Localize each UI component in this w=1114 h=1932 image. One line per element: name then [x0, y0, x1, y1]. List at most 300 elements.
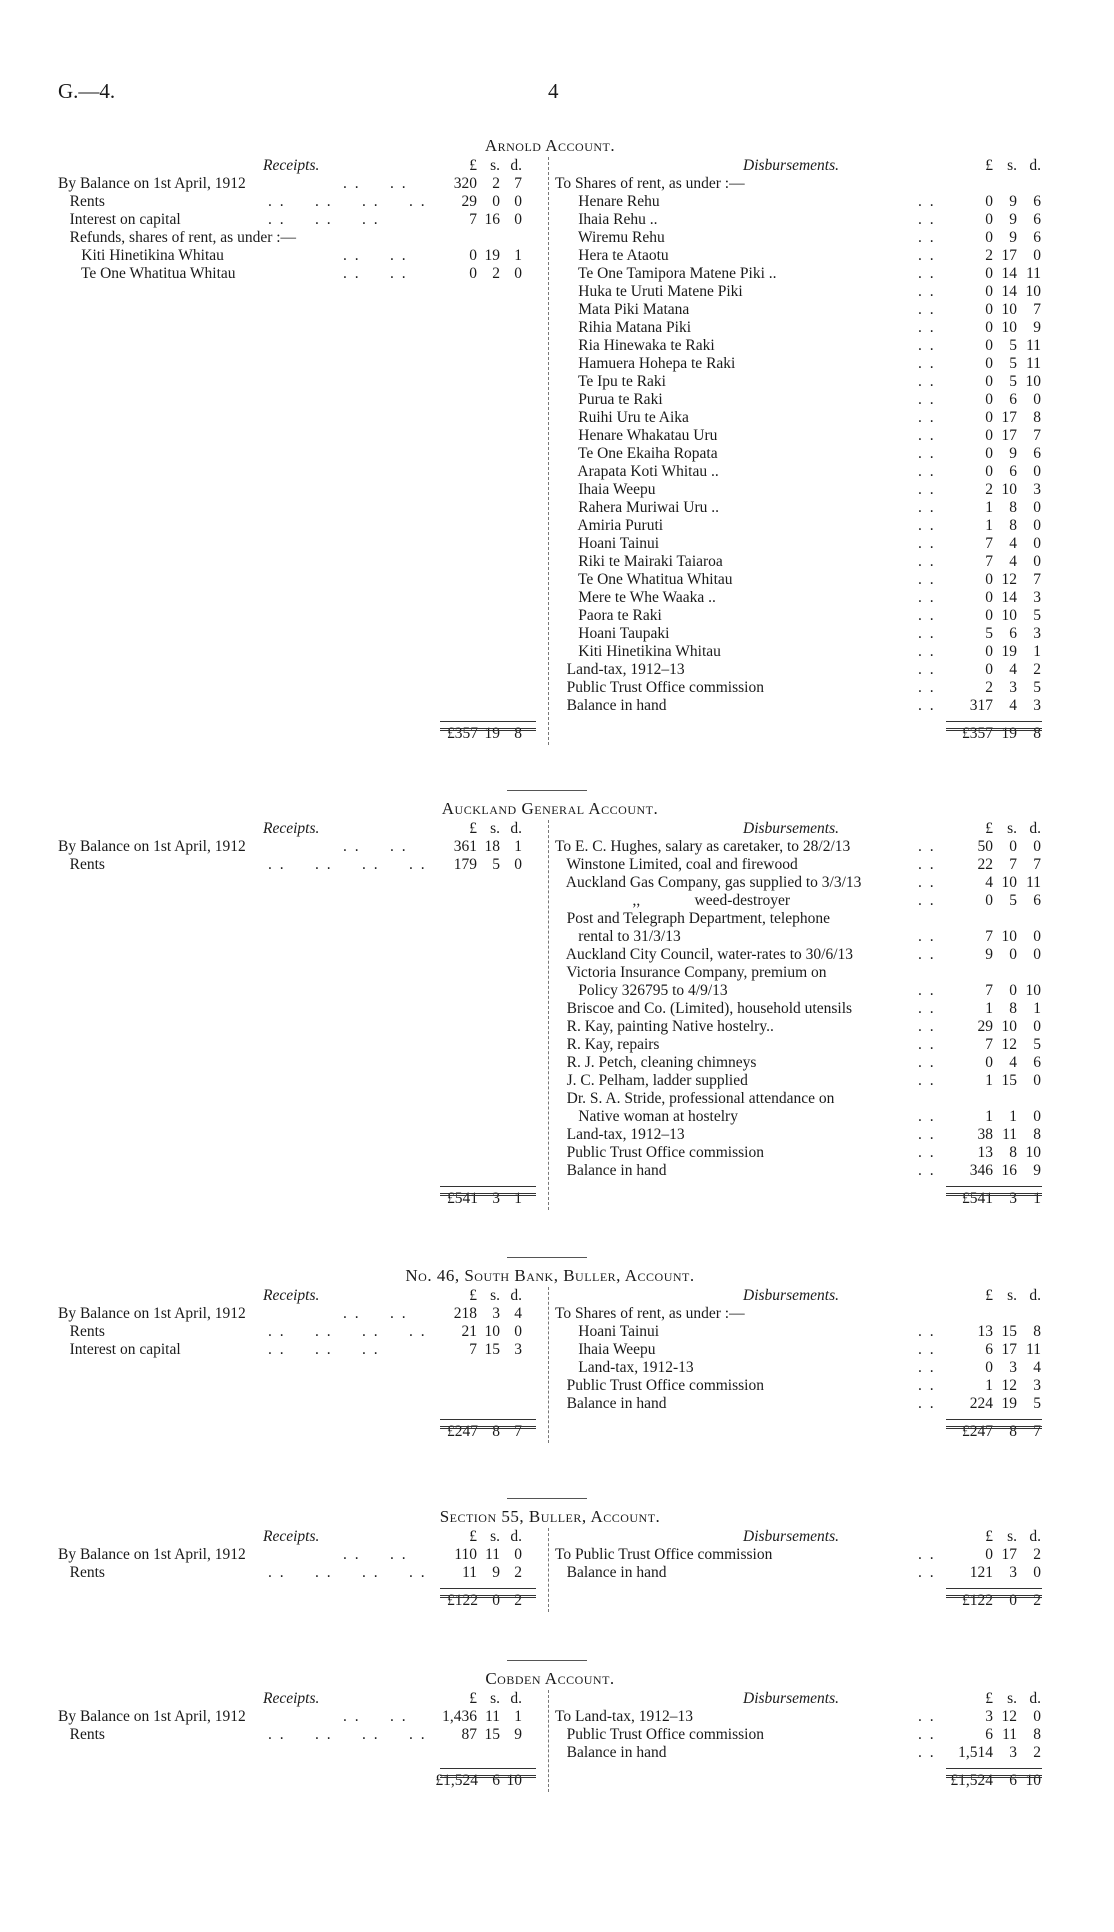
disbursement-item: Hoani Tainui — [555, 1323, 660, 1340]
receipt-pence: 0 — [514, 1546, 522, 1563]
disbursement-pence: 9 — [1033, 1162, 1041, 1179]
receipt-pounds: 7 — [469, 211, 477, 228]
table-row — [58, 1072, 1042, 1090]
receipt-item: By Balance on 1st April, 1912 — [58, 1546, 246, 1563]
table-row — [58, 445, 1042, 463]
disbursement-pence: 6 — [1033, 892, 1041, 909]
disbursements-total-pence: 7 — [1033, 1423, 1041, 1440]
leader-dots: . . — [918, 874, 936, 891]
disbursements-total-pounds: £357 — [962, 725, 993, 742]
table-row — [58, 409, 1042, 427]
table-row — [58, 337, 1042, 355]
receipt-item: Interest on capital — [58, 211, 181, 228]
receipts-total-pence: 2 — [514, 1592, 522, 1609]
table-row — [58, 1377, 1042, 1395]
table-row — [58, 1395, 1042, 1413]
leader-dots: . . — [918, 928, 936, 945]
disbursement-pounds: 121 — [969, 1564, 993, 1581]
receipt-item: By Balance on 1st April, 1912 — [58, 838, 246, 855]
disbursement-item: Huka te Uruti Matene Piki — [555, 283, 743, 300]
column-header-row — [58, 157, 1042, 175]
receipt-pence: 0 — [514, 265, 522, 282]
disbursement-pence: 11 — [1026, 355, 1041, 372]
leader-dots: . . — [918, 625, 936, 642]
totals-row — [58, 1413, 1042, 1443]
receipt-item: Rents — [58, 856, 105, 873]
disbursements-total-pence: 1 — [1033, 1190, 1041, 1207]
disbursement-pounds: 4 — [985, 874, 993, 891]
leader-dots: . . — [918, 571, 936, 588]
table-row — [58, 373, 1042, 391]
receipt-item: Te One Whatitua Whitau — [58, 265, 236, 282]
leader-dots: . . — [918, 1144, 936, 1161]
disbursement-pounds: 9 — [985, 946, 993, 963]
disbursements-pence-header: d. — [1029, 820, 1041, 837]
disbursement-pence: 8 — [1033, 1323, 1041, 1340]
column-header-row — [58, 820, 1042, 838]
disbursement-shillings: 4 — [1009, 535, 1017, 552]
leader-dots: . . — [918, 283, 936, 300]
disbursement-pence: 8 — [1033, 1726, 1041, 1743]
receipt-shillings: 18 — [484, 838, 500, 855]
leader-dots: . . — [918, 499, 936, 516]
account-section — [58, 137, 1042, 745]
disbursement-shillings: 4 — [1009, 1054, 1017, 1071]
receipts-shillings-header: s. — [490, 1690, 500, 1707]
receipt-shillings: 10 — [484, 1323, 500, 1340]
receipts-pounds-header: £ — [469, 820, 477, 837]
receipts-total-shillings: 0 — [492, 1592, 500, 1609]
table-row — [58, 301, 1042, 319]
disbursement-item: Rahera Muriwai Uru .. — [555, 499, 719, 516]
receipt-item: Interest on capital — [58, 1341, 181, 1358]
disbursement-pence: 0 — [1033, 1072, 1041, 1089]
receipts-total-shillings: 19 — [484, 725, 500, 742]
disbursement-shillings: 9 — [1009, 211, 1017, 228]
leader-dots: . . . . — [343, 1708, 408, 1725]
table-row — [58, 355, 1042, 373]
disbursement-item: Land-tax, 1912–13 — [555, 1126, 685, 1143]
disbursement-pence: 1 — [1033, 643, 1041, 660]
receipts-pounds-header: £ — [469, 1690, 477, 1707]
disbursement-item: Ruihi Uru te Aika — [555, 409, 689, 426]
disbursement-shillings: 8 — [1009, 517, 1017, 534]
disbursement-pounds: 224 — [969, 1395, 993, 1412]
receipts-heading: Receipts. — [263, 1528, 320, 1545]
receipts-total-pence: 10 — [506, 1772, 522, 1789]
receipts-total-pence: 1 — [514, 1190, 522, 1207]
disbursement-shillings: 17 — [1001, 1341, 1017, 1358]
disbursement-pounds: 0 — [985, 229, 993, 246]
leader-dots: . . — [918, 697, 936, 714]
disbursement-shillings: 6 — [1009, 625, 1017, 642]
leader-dots: . . . . — [343, 175, 408, 192]
disbursement-item: Public Trust Office commission — [555, 1144, 764, 1161]
table-row — [58, 463, 1042, 481]
disbursement-shillings: 17 — [1001, 409, 1017, 426]
account-title: Section 55, Buller, Account. — [439, 1507, 661, 1526]
disbursement-item: Arapata Koti Whitau .. — [555, 463, 719, 480]
disbursement-item: Hoani Tainui — [555, 535, 660, 552]
table-row — [58, 928, 1042, 946]
disbursement-pence: 0 — [1033, 1018, 1041, 1035]
receipt-item: Kiti Hinetikina Whitau — [58, 247, 224, 264]
disbursements-pence-header: d. — [1029, 1287, 1041, 1304]
disbursement-shillings: 10 — [1001, 874, 1017, 891]
disbursement-item: Land-tax, 1912–13 — [555, 661, 685, 678]
totals-row — [58, 1582, 1042, 1612]
disbursement-shillings: 0 — [1009, 946, 1017, 963]
disbursements-heading: Disbursements. — [743, 1690, 840, 1707]
disbursement-item: rental to 31/3/13 — [555, 928, 681, 945]
disbursement-item: Rihia Matana Piki — [555, 319, 692, 336]
disbursement-pence: 10 — [1025, 982, 1041, 999]
disbursement-item: Hoani Taupaki — [555, 625, 670, 642]
disbursement-item: ,, weed-destroyer — [555, 892, 791, 909]
table-row — [58, 391, 1042, 409]
table-row — [58, 481, 1042, 499]
receipt-pence: 0 — [514, 211, 522, 228]
table-row — [58, 964, 1042, 982]
account-body — [58, 1287, 1042, 1443]
receipt-pence: 0 — [514, 1323, 522, 1340]
leader-dots: . . — [918, 463, 936, 480]
leader-dots: . . . . . . . . — [268, 1726, 427, 1743]
disbursement-pence: 6 — [1033, 193, 1041, 210]
disbursement-shillings: 8 — [1009, 1144, 1017, 1161]
disbursement-pounds: 0 — [985, 1546, 993, 1563]
receipt-pounds: 7 — [469, 1341, 477, 1358]
disbursement-pence: 8 — [1033, 1126, 1041, 1143]
disbursement-item: To Shares of rent, as under :— — [555, 1305, 745, 1322]
receipts-pence-header: d. — [510, 1287, 522, 1304]
disbursement-pence: 3 — [1033, 697, 1041, 714]
disbursement-shillings: 10 — [1001, 1018, 1017, 1035]
table-row — [58, 1359, 1042, 1377]
disbursement-pounds: 0 — [985, 427, 993, 444]
disbursement-pence: 0 — [1033, 946, 1041, 963]
disbursement-pounds: 38 — [977, 1126, 993, 1143]
receipt-pence: 4 — [514, 1305, 522, 1322]
table-row — [58, 1305, 1042, 1323]
section-separator — [507, 1498, 587, 1499]
leader-dots: . . — [918, 838, 936, 855]
disbursement-item: Auckland Gas Company, gas supplied to 3/3/13 — [555, 874, 862, 891]
disbursements-total-pence: 2 — [1033, 1592, 1041, 1609]
disbursement-pounds: 0 — [985, 892, 993, 909]
receipt-pounds: 87 — [461, 1726, 477, 1743]
leader-dots: . . — [918, 445, 936, 462]
disbursements-pounds-header: £ — [985, 1287, 993, 1304]
table-row — [58, 229, 1042, 247]
disbursement-pounds: 13 — [977, 1144, 993, 1161]
disbursement-pence: 6 — [1033, 1054, 1041, 1071]
receipts-shillings-header: s. — [490, 1528, 500, 1545]
disbursement-shillings: 17 — [1001, 427, 1017, 444]
disbursement-shillings: 8 — [1009, 1000, 1017, 1017]
disbursement-pence: 7 — [1033, 856, 1041, 873]
table-row — [58, 283, 1042, 301]
column-divider — [548, 157, 549, 745]
disbursement-shillings: 17 — [1001, 247, 1017, 264]
disbursement-item: J. C. Pelham, ladder supplied — [555, 1072, 748, 1089]
disbursements-pence-header: d. — [1029, 1690, 1041, 1707]
disbursement-pounds: 0 — [985, 337, 993, 354]
section-separator — [507, 1257, 587, 1258]
disbursements-total-shillings: 19 — [1001, 725, 1017, 742]
disbursement-pence: 10 — [1025, 283, 1041, 300]
receipt-shillings: 0 — [492, 193, 500, 210]
receipt-item: Rents — [58, 1726, 105, 1743]
receipt-item: By Balance on 1st April, 1912 — [58, 175, 246, 192]
receipt-pence: 3 — [514, 1341, 522, 1358]
disbursement-shillings: 12 — [1001, 1708, 1017, 1725]
leader-dots: . . — [918, 1341, 936, 1358]
disbursement-item: Public Trust Office commission — [555, 1726, 764, 1743]
leader-dots: . . — [918, 982, 936, 999]
disbursement-pence: 3 — [1033, 589, 1041, 606]
table-row — [58, 856, 1042, 874]
disbursement-pence: 11 — [1026, 1341, 1041, 1358]
disbursement-shillings: 16 — [1001, 1162, 1017, 1179]
disbursement-shillings: 0 — [1009, 982, 1017, 999]
disbursements-total-shillings: 8 — [1009, 1423, 1017, 1440]
receipt-pounds: 361 — [453, 838, 477, 855]
leader-dots: . . — [918, 553, 936, 570]
leader-dots: . . . . — [343, 1305, 408, 1322]
leader-dots: . . — [918, 1564, 936, 1581]
leader-dots: . . — [918, 211, 936, 228]
account-section — [58, 1508, 1042, 1612]
table-row — [58, 838, 1042, 856]
disbursement-pence: 11 — [1026, 265, 1041, 282]
receipt-shillings: 19 — [484, 247, 500, 264]
disbursement-item: Henare Whakatau Uru — [555, 427, 718, 444]
account-title: Auckland General Account. — [441, 799, 659, 818]
receipts-heading: Receipts. — [263, 1690, 320, 1707]
leader-dots: . . . . . . . . — [268, 1323, 427, 1340]
disbursement-pence: 0 — [1033, 1708, 1041, 1725]
receipts-pounds-header: £ — [469, 1528, 477, 1545]
disbursement-shillings: 10 — [1001, 928, 1017, 945]
disbursement-pence: 2 — [1033, 661, 1041, 678]
receipts-total — [440, 1186, 536, 1207]
receipt-pounds: 11 — [462, 1564, 477, 1581]
disbursement-shillings: 1 — [1009, 1108, 1017, 1125]
disbursement-pounds: 317 — [969, 697, 993, 714]
leader-dots: . . — [918, 1359, 936, 1376]
disbursement-pence: 10 — [1025, 373, 1041, 390]
disbursement-shillings: 11 — [1002, 1126, 1017, 1143]
disbursement-pence: 9 — [1033, 319, 1041, 336]
account-body — [58, 820, 1042, 1210]
column-divider — [548, 820, 549, 1210]
disbursement-shillings: 9 — [1009, 193, 1017, 210]
disbursement-shillings: 19 — [1001, 1395, 1017, 1412]
disbursement-item: R. J. Petch, cleaning chimneys — [555, 1054, 757, 1071]
disbursement-item: Wiremu Rehu — [555, 229, 665, 246]
disbursement-pence: 3 — [1033, 625, 1041, 642]
section-separator — [507, 1660, 587, 1661]
leader-dots: . . — [918, 589, 936, 606]
leader-dots: . . — [918, 229, 936, 246]
disbursement-shillings: 12 — [1001, 1377, 1017, 1394]
receipt-pounds: 21 — [461, 1323, 477, 1340]
disbursement-pounds: 1 — [985, 1377, 993, 1394]
leader-dots: . . — [918, 856, 936, 873]
receipt-shillings: 2 — [492, 175, 500, 192]
column-header-row — [58, 1528, 1042, 1546]
table-row — [58, 319, 1042, 337]
receipts-total-pounds: £1,524 — [435, 1772, 478, 1789]
account-body — [58, 1690, 1042, 1792]
disbursement-pounds: 0 — [985, 301, 993, 318]
totals-row — [58, 1762, 1042, 1792]
totals-row — [58, 1180, 1042, 1210]
table-row — [58, 1744, 1042, 1762]
table-row — [58, 625, 1042, 643]
column-divider — [548, 1528, 549, 1612]
leader-dots: . . — [918, 355, 936, 372]
receipt-pounds: 218 — [453, 1305, 477, 1322]
leader-dots: . . — [918, 607, 936, 624]
leader-dots: . . . . . . . . — [268, 1564, 427, 1581]
receipt-item: By Balance on 1st April, 1912 — [58, 1305, 246, 1322]
receipt-shillings: 15 — [484, 1726, 500, 1743]
receipts-total-pounds: £247 — [447, 1423, 478, 1440]
disbursements-total-pounds: £247 — [962, 1423, 993, 1440]
leader-dots: . . — [918, 1744, 936, 1761]
leader-dots: . . . . — [343, 265, 408, 282]
disbursement-pounds: 1,514 — [958, 1744, 993, 1761]
table-row — [58, 1546, 1042, 1564]
receipt-shillings: 9 — [492, 1564, 500, 1581]
account-section — [58, 1267, 1042, 1443]
disbursement-pence: 6 — [1033, 229, 1041, 246]
leader-dots: . . — [918, 1072, 936, 1089]
disbursement-pence: 7 — [1033, 427, 1041, 444]
disbursements-total-shillings: 6 — [1009, 1772, 1017, 1789]
disbursement-item: Hamuera Hohepa te Raki — [555, 355, 736, 372]
disbursement-item: Balance in hand — [555, 1564, 667, 1581]
disbursements-shillings-header: s. — [1007, 1690, 1017, 1707]
disbursements-shillings-header: s. — [1007, 1287, 1017, 1304]
leader-dots: . . — [918, 265, 936, 282]
leader-dots: . . — [918, 1726, 936, 1743]
receipt-pence: 1 — [514, 838, 522, 855]
receipt-pounds: 29 — [461, 193, 477, 210]
disbursement-pence: 0 — [1033, 499, 1041, 516]
account-body — [58, 157, 1042, 745]
leader-dots: . . — [918, 679, 936, 696]
table-row — [58, 589, 1042, 607]
leader-dots: . . — [918, 1395, 936, 1412]
disbursement-pence: 0 — [1033, 535, 1041, 552]
disbursement-pounds: 0 — [985, 409, 993, 426]
table-row — [58, 1708, 1042, 1726]
disbursement-shillings: 15 — [1001, 1072, 1017, 1089]
disbursements-pounds-header: £ — [985, 1528, 993, 1545]
receipt-pounds: 320 — [453, 175, 477, 192]
receipts-pence-header: d. — [510, 820, 522, 837]
table-row — [58, 265, 1042, 283]
table-row — [58, 499, 1042, 517]
disbursement-pounds: 1 — [985, 517, 993, 534]
disbursement-shillings: 6 — [1009, 463, 1017, 480]
disbursement-shillings: 15 — [1001, 1323, 1017, 1340]
disbursement-pounds: 0 — [985, 283, 993, 300]
leader-dots: . . . . — [343, 838, 408, 855]
column-header-row — [58, 1690, 1042, 1708]
leader-dots: . . — [918, 409, 936, 426]
leader-dots: . . — [918, 946, 936, 963]
totals-row — [58, 715, 1042, 745]
leader-dots: . . . . . . — [268, 1341, 380, 1358]
disbursement-item: Balance in hand — [555, 697, 667, 714]
account-title: No. 46, South Bank, Buller, Account. — [405, 1266, 695, 1285]
table-row — [58, 910, 1042, 928]
disbursement-pounds: 13 — [977, 1323, 993, 1340]
disbursement-shillings: 4 — [1009, 661, 1017, 678]
disbursement-pence: 0 — [1033, 928, 1041, 945]
receipts-total — [440, 721, 536, 742]
table-row — [58, 1162, 1042, 1180]
disbursement-shillings: 17 — [1001, 1546, 1017, 1563]
disbursements-total-pence: 8 — [1033, 725, 1041, 742]
table-row — [58, 1726, 1042, 1744]
disbursement-pence: 2 — [1033, 1546, 1041, 1563]
table-row — [58, 1126, 1042, 1144]
leader-dots: . . — [918, 319, 936, 336]
disbursements-heading: Disbursements. — [743, 1528, 840, 1545]
receipts-shillings-header: s. — [490, 1287, 500, 1304]
receipt-pence: 7 — [514, 175, 522, 192]
leader-dots: . . — [918, 535, 936, 552]
disbursement-shillings: 10 — [1001, 481, 1017, 498]
disbursement-shillings: 14 — [1001, 265, 1017, 282]
disbursement-item: Te Ipu te Raki — [555, 373, 666, 390]
disbursement-item: Victoria Insurance Company, premium on — [555, 964, 827, 981]
disbursement-pence: 7 — [1033, 301, 1041, 318]
account-body — [58, 1528, 1042, 1612]
disbursement-pence: 3 — [1033, 481, 1041, 498]
disbursement-shillings: 4 — [1009, 697, 1017, 714]
leader-dots: . . . . . . — [268, 211, 380, 228]
table-row — [58, 571, 1042, 589]
disbursement-item: Briscoe and Co. (Limited), household utensils — [555, 1000, 853, 1017]
disbursements-total-shillings: 3 — [1009, 1190, 1017, 1207]
disbursements-pence-header: d. — [1029, 157, 1041, 174]
leader-dots: . . — [918, 1018, 936, 1035]
table-row — [58, 874, 1042, 892]
table-row — [58, 175, 1042, 193]
disbursement-pounds: 1 — [985, 1000, 993, 1017]
disbursement-pence: 5 — [1033, 679, 1041, 696]
disbursement-pounds: 0 — [985, 265, 993, 282]
disbursement-shillings: 3 — [1009, 1359, 1017, 1376]
receipt-pence: 1 — [514, 1708, 522, 1725]
disbursement-pounds: 0 — [985, 391, 993, 408]
disbursement-shillings: 9 — [1009, 445, 1017, 462]
disbursement-pence: 5 — [1033, 607, 1041, 624]
leader-dots: . . — [918, 892, 936, 909]
leader-dots: . . — [918, 1108, 936, 1125]
disbursement-item: To E. C. Hughes, salary as caretaker, to 28/2/13 — [555, 838, 851, 855]
disbursements-pounds-header: £ — [985, 820, 993, 837]
receipts-total — [435, 1768, 536, 1789]
disbursement-item: Te One Ekaiha Ropata — [555, 445, 718, 462]
disbursement-pence: 11 — [1026, 874, 1041, 891]
